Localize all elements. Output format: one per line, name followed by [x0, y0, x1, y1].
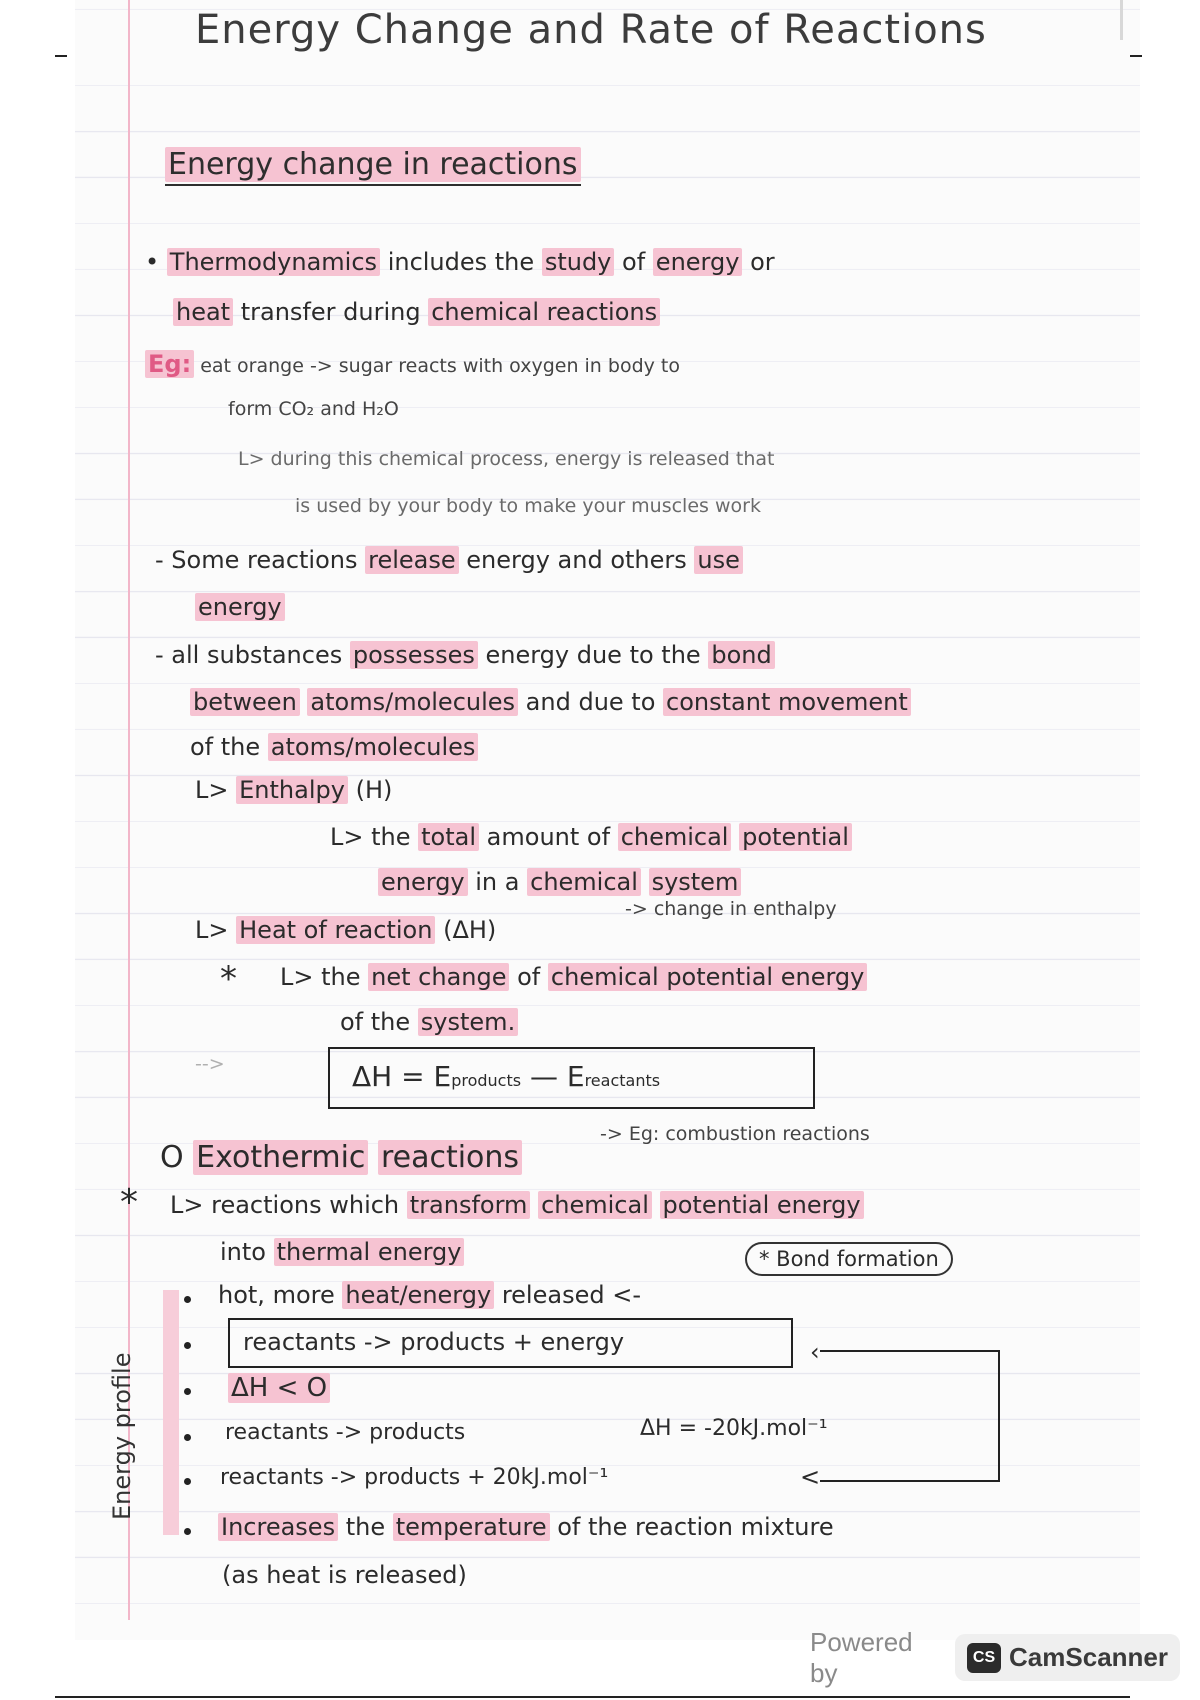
text: - all [155, 641, 200, 669]
term-reactions: reactions [378, 1140, 522, 1175]
term-energy: energy [653, 248, 743, 276]
section-heading [165, 147, 581, 186]
bottom-rule [55, 1696, 1130, 1698]
reaction-line-1-delta-h: ΔH = -20kJ.mol⁻¹ [640, 1416, 828, 1441]
text: = E [401, 1060, 452, 1093]
text: includes the [387, 248, 535, 276]
camscanner-logo-icon: CS [967, 1643, 1001, 1673]
term-system: system [649, 868, 742, 896]
term-system: system. [418, 1008, 518, 1036]
line-increases-temperature [218, 1515, 834, 1539]
bullet [184, 1388, 191, 1395]
term-study: study [542, 248, 615, 276]
example-text: eat orange -> sugar reacts with oxygen in body to [200, 355, 680, 377]
term-energy: energy [195, 593, 285, 621]
term-thermodynamics: Thermodynamics [167, 248, 380, 276]
bullet [184, 1528, 191, 1535]
arrow: L> [195, 916, 229, 944]
page-edge [1120, 0, 1123, 40]
line-net-change [280, 965, 867, 989]
line-example-2: form CO₂ and H₂O [228, 398, 399, 420]
text: L> the [280, 963, 361, 991]
combustion-example-note: -> Eg: combustion reactions [600, 1123, 870, 1145]
text: of the [190, 733, 261, 761]
page-title: Energy Change and Rate of Reactions [195, 7, 987, 53]
hole-mark-left [55, 55, 67, 57]
text: of [517, 963, 541, 991]
delta-h-less-than-zero: ΔH < O [228, 1373, 330, 1403]
exothermic-heading [160, 1140, 522, 1175]
text: the [345, 1513, 386, 1541]
line-during-1: L> during this chemical process, energy is released that [238, 448, 775, 470]
text: - Some [155, 546, 240, 574]
text: — E [529, 1060, 585, 1093]
camscanner-brand: CamScanner [1009, 1642, 1168, 1672]
connector-arrowhead: ‹ [810, 1338, 820, 1366]
arrow: <- [612, 1281, 641, 1309]
text: transfer during [240, 298, 421, 326]
energy-profile-label: Energy profile [108, 1352, 136, 1520]
energy-profile-band [163, 1290, 179, 1535]
term-transform: transform [407, 1191, 531, 1219]
line-into-thermal [220, 1240, 464, 1264]
bullet [184, 1342, 191, 1349]
delta-h-formula [352, 1060, 661, 1093]
text: in a [475, 868, 520, 896]
text: reactions [247, 546, 358, 574]
text: or [750, 248, 775, 276]
term-release: release [365, 546, 459, 574]
text: hot, more [218, 1281, 335, 1309]
term-temperature: temperature [393, 1513, 550, 1541]
circle-mark: O [160, 1140, 184, 1175]
line-heat-released: (as heat is released) [222, 1561, 467, 1589]
term-energy: energy [378, 868, 468, 896]
term-use: use [694, 546, 742, 574]
term-net-change: net change [368, 963, 509, 991]
term-heat: heat [173, 298, 233, 326]
term-increases: Increases [218, 1513, 338, 1541]
bullet-glyph: • [145, 248, 160, 276]
text: into [220, 1238, 266, 1266]
text: of the reaction mixture [557, 1513, 834, 1541]
term-chemical-potential-energy: chemical potential energy [548, 963, 867, 991]
delta-h: ΔH [352, 1060, 393, 1093]
term-thermal-energy: thermal energy [274, 1238, 465, 1266]
term-potential-energy: potential energy [660, 1191, 864, 1219]
camscanner-badge [955, 1634, 1180, 1681]
line-some-reactions [155, 548, 743, 572]
term-potential: potential [739, 823, 852, 851]
star-mark: * [220, 959, 237, 999]
term-atoms-molecules: atoms/molecules [307, 688, 518, 716]
bond-formation-note: * Bond formation [745, 1242, 953, 1276]
line-enthalpy [195, 778, 392, 802]
text: of [622, 248, 646, 276]
term-total: total [418, 823, 479, 851]
text: and due to [525, 688, 656, 716]
line-all-substances [155, 643, 775, 667]
term-possesses: possesses [350, 641, 478, 669]
line-during-2: is used by your body to make your muscles work [295, 495, 761, 517]
text: L> the [330, 823, 411, 851]
change-in-enthalpy-note: -> change in enthalpy [625, 898, 837, 920]
arrow: L> [195, 776, 229, 804]
bullet [184, 1478, 191, 1485]
text: substances [206, 641, 343, 669]
term-enthalpy: Enthalpy [236, 776, 348, 804]
camscanner-footer [810, 1626, 1180, 1688]
term-constant-movement: constant movement [663, 688, 911, 716]
hole-mark-right [1130, 55, 1142, 57]
example-label: Eg: [145, 350, 194, 378]
term-exothermic: Exothermic [193, 1140, 368, 1175]
reaction-line-1: reactants -> products [225, 1420, 466, 1445]
line-of-system [340, 1010, 518, 1034]
text: released [501, 1281, 605, 1309]
term-heat-energy: heat/energy [342, 1281, 494, 1309]
text: energy due to the [485, 641, 701, 669]
text: (H) [355, 776, 393, 804]
delta-h-negative [228, 1375, 330, 1401]
line-heat-transfer [173, 300, 660, 324]
bullet [184, 1434, 191, 1441]
text: of the [340, 1008, 411, 1036]
term-chemical-reactions: chemical reactions [428, 298, 660, 326]
term-chemical: chemical [618, 823, 732, 851]
reaction-line-2: reactants -> products + 20kJ.mol⁻¹ [220, 1465, 609, 1490]
faint-arrow: --> [195, 1053, 225, 1075]
line-energy-in-system [378, 870, 741, 894]
term-between: between [190, 688, 300, 716]
line-of-atoms [190, 735, 478, 759]
term-chemical: chemical [527, 868, 641, 896]
connector-bracket [820, 1350, 1000, 1482]
reaction-equation: reactants -> products + energy [243, 1328, 625, 1356]
line-total-amount [330, 825, 852, 849]
text: amount of [486, 823, 611, 851]
text: energy and others [466, 546, 687, 574]
term-chemical: chemical [538, 1191, 652, 1219]
term-heat-of-reaction: Heat of reaction [236, 916, 435, 944]
powered-by-text: Powered by [810, 1626, 913, 1688]
term-bond: bond [708, 641, 774, 669]
term-atoms-molecules: atoms/molecules [268, 733, 479, 761]
section-heading-text: Energy change in reactions [165, 147, 581, 182]
line-energy [195, 595, 285, 619]
line-thermodynamics [145, 250, 775, 274]
subscript-products: products [451, 1071, 522, 1090]
arrow: < [800, 1463, 821, 1491]
line-exo-definition [170, 1193, 864, 1217]
line-example [145, 352, 680, 376]
subscript-reactants: reactants [584, 1071, 661, 1090]
bullet [184, 1296, 191, 1303]
line-between [190, 690, 911, 714]
line-hot-more-heat [218, 1283, 641, 1307]
text: L> reactions which [170, 1191, 400, 1219]
line-heat-of-reaction [195, 918, 496, 942]
star-mark: * [120, 1182, 138, 1223]
text: (ΔH) [443, 916, 497, 944]
